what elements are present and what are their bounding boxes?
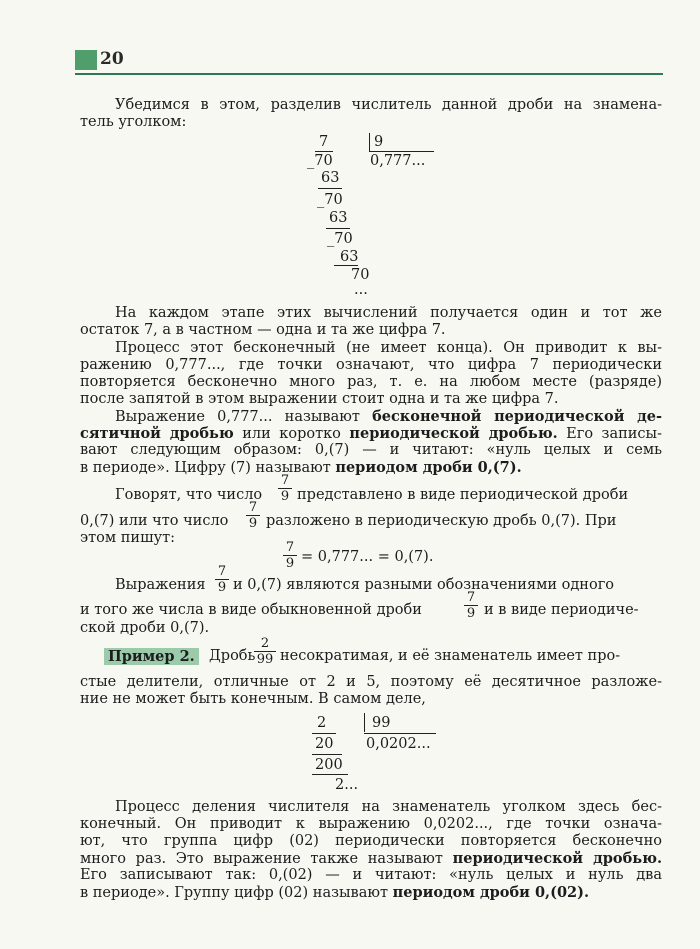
numerator: 7 [246, 500, 260, 516]
text-line: ние не может быть конечным. В самом деле, [80, 691, 426, 707]
division-step: _70 [327, 231, 353, 247]
example-continuation [80, 674, 662, 708]
text-run: несократимая, и её знаменатель имеет про- [280, 648, 621, 664]
step-rule [326, 228, 350, 229]
text-line [80, 408, 662, 425]
text-run: Выражение 0,777... называют [115, 409, 373, 425]
text-line: Процесс этот бесконечный (не имеет конца). Он приводит к вы- [115, 340, 662, 356]
text-line: стые делители, отличные от 2 и 5, поэтому её десятичное разложе- [80, 674, 662, 690]
text-line: повторяется бесконечно много раз, т. е. на любом месте (разряде) [80, 374, 662, 390]
denominator: 9 [217, 580, 227, 595]
dividend: 7 [319, 134, 329, 150]
division-bar [369, 133, 370, 151]
text-line: остаток 7, а в частном — одна и та же цифра 7. [80, 322, 446, 338]
step-rule [334, 265, 358, 266]
text-run: и того же числа в виде обыкновенной дроби [80, 602, 422, 618]
divisor: 9 [374, 134, 384, 150]
text-line: конечный. Он приводит к выражению 0,0202..., где точки означа- [80, 816, 662, 832]
quotient-rule [364, 733, 436, 734]
text-run: Его записы- [557, 426, 662, 442]
text-run: 0,(7) или что число [80, 513, 229, 529]
quotient-rule [369, 151, 434, 152]
division-step: ... [354, 282, 368, 298]
denominator: 9 [466, 606, 476, 621]
text-run: Дробь [209, 648, 256, 664]
division-step: 2... [335, 777, 359, 793]
term-bold: периодом дроби 0,(7). [335, 459, 522, 476]
division-step: 20 [315, 736, 334, 752]
fraction-7-9 [246, 500, 260, 531]
quotient: 0,0202... [366, 736, 431, 752]
step-rule [312, 754, 342, 755]
text-line: ют, что группа цифр (02) периодически повторяется бесконечно [80, 833, 662, 849]
term-bold: периодом дроби 0,(02). [392, 884, 590, 901]
term-bold: бесконечной периодической де- [372, 408, 662, 425]
divisor: 99 [372, 715, 391, 731]
denominator: 99 [256, 652, 274, 667]
text-run: в периоде». Группу цифр (02) называют [80, 885, 393, 901]
denominator: 9 [280, 489, 290, 504]
division-step: _70 [307, 153, 333, 169]
text-line [80, 884, 662, 901]
intro-line: Убедимся в этом, разделив числитель данной дроби на знамена- [115, 97, 662, 113]
fraction-7-9 [283, 540, 297, 571]
text-run: представлено в виде периодической дроби [297, 487, 629, 503]
divisor-rule [315, 151, 333, 152]
term-bold: периодической дробью. [452, 850, 663, 867]
intro-line: тель уголком: [80, 114, 187, 130]
term-bold: периодической дробью. [349, 425, 558, 442]
paragraph-6 [80, 799, 662, 901]
division-step: _70 [317, 192, 343, 208]
text-run: ской дроби 0,(7). [80, 620, 210, 636]
text-run: разложено в периодическую дробь 0,(7). При [266, 513, 617, 529]
text-line: вают следующим образом: 0,(7) — и читают: «нуль целых и семь [80, 442, 662, 458]
numerator: 7 [278, 473, 292, 489]
text-line [80, 425, 662, 442]
text-line: после запятой в этом выражении стоит одна и та же цифра 7. [80, 391, 559, 407]
text-run: много раз. Это выражение также называют [80, 851, 453, 867]
text-line: На каждом этапе этих вычислений получается один и тот же [115, 305, 662, 321]
text-run: в периоде». Цифру (7) называют [80, 460, 336, 476]
step-rule [318, 188, 342, 189]
fraction-7-9 [215, 564, 229, 595]
page-number-marker [75, 50, 97, 70]
text-run: и 0,(7) являются разными обозначениями одного [233, 577, 615, 593]
numerator: 7 [215, 564, 229, 580]
division-bar [364, 713, 365, 732]
numerator: 7 [283, 540, 297, 556]
text-line: Его записывают так: 0,(02) — и читают: «нуль целых и нуль два [80, 867, 662, 883]
text-line: ражению 0,777..., где точки означают, что цифра 7 периодически [80, 357, 662, 373]
numerator: 2 [254, 636, 276, 652]
division-step: 70 [351, 267, 370, 283]
text-run: или коротко [233, 426, 350, 442]
paragraph-3 [80, 408, 662, 476]
fraction-2-99 [254, 636, 276, 667]
term-bold: сятичной дробью [80, 425, 234, 442]
numerator: 7 [464, 590, 478, 606]
example-label: Пример 2. [104, 648, 199, 665]
text-run: Говорят, что число [115, 487, 263, 503]
dividend: 2 [317, 715, 327, 731]
text-line [80, 850, 662, 867]
quotient: 0,777... [370, 153, 426, 169]
page-number: 20 [100, 49, 124, 69]
fraction-7-9 [278, 473, 292, 504]
paragraph-1 [80, 305, 662, 339]
step-rule [312, 774, 348, 775]
denominator: 9 [285, 556, 295, 571]
text-line [80, 459, 662, 476]
text-run: этом пишут: [80, 530, 176, 546]
paragraph-2 [80, 340, 662, 408]
text-line: Процесс деления числителя на знаменатель уголком здесь бес- [115, 799, 662, 815]
division-step: 63 [340, 249, 359, 265]
division-step: 200 [315, 757, 343, 773]
division-step: 63 [321, 170, 340, 186]
text-run: и в виде периодиче- [484, 602, 639, 618]
text-run: Выражения [115, 577, 206, 593]
equation: = 0,777... = 0,(7). [301, 549, 434, 565]
header-rule [75, 73, 663, 75]
divisor-rule [312, 733, 336, 734]
intro-paragraph [80, 97, 662, 131]
fraction-7-9 [464, 590, 478, 621]
denominator: 9 [248, 516, 258, 531]
division-step: 63 [329, 210, 348, 226]
